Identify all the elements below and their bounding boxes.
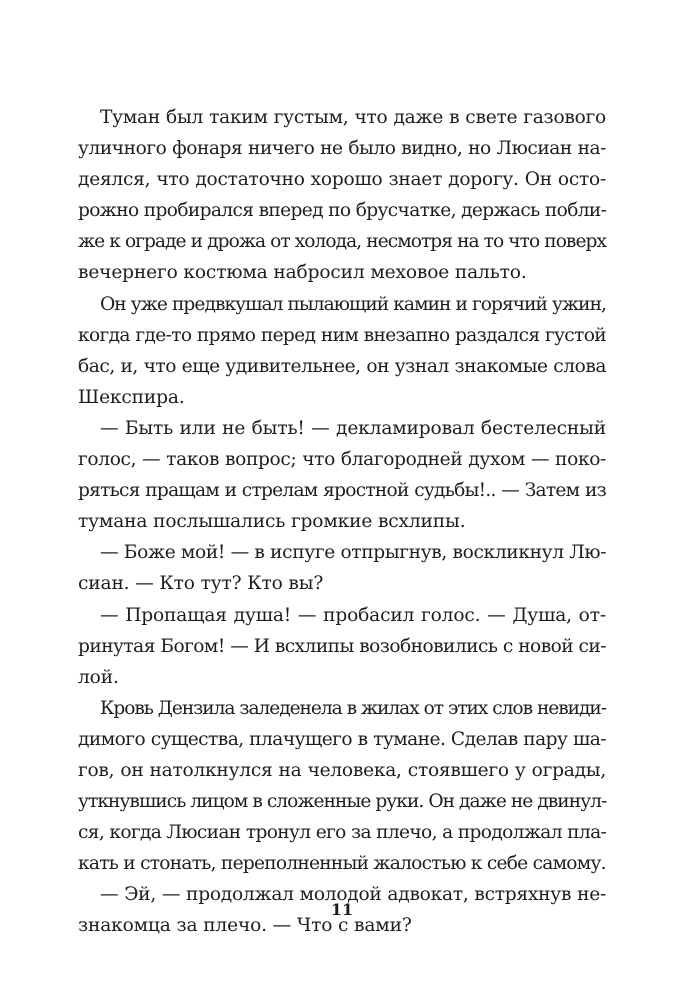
- page-number: 11: [330, 900, 354, 919]
- text-line: — Быть или не быть! — декламировал бестелесный: [100, 417, 606, 439]
- text-line: когда где-то прямо перед ним внезапно раздался густой: [78, 324, 606, 346]
- text-line: — Боже мой! — в испуге отпрыгнув, воскликнул Лю-: [100, 542, 607, 564]
- text-line: бас, и, что еще удивительнее, он узнал знакомые слова: [78, 355, 606, 377]
- text-line: голос, — таков вопрос; что благородней духом — поко-: [78, 449, 606, 471]
- text-line: Кровь Дензила заледенела в жилах от этих слов невиди-: [100, 697, 606, 719]
- text-line: — Эй, — продолжал молодой адвокат, встряхнув не-: [100, 884, 606, 906]
- text-line: сиан. — Кто тут? Кто вы?: [78, 573, 324, 595]
- text-line: кать и стонать, переполненный жалостью к себе самому.: [78, 853, 606, 875]
- text-line: рожно пробирался вперед по брусчатке, держась побли-: [78, 200, 607, 222]
- text-line: уличного фонаря ничего не было видно, но Люсиан на-: [78, 138, 606, 160]
- text-line: ряться пращам и стрелам яростной судьбы!.. — Затем из: [78, 480, 606, 502]
- text-line: тумана послышались громкие всхлипы.: [78, 511, 466, 533]
- text-line: деялся, что достаточно хорошо знает дорогу. Он осто-: [78, 169, 606, 191]
- text-line: Он уже предвкушал пылающий камин и горячий ужин,: [100, 293, 606, 315]
- text-line: уткнувшись лицом в сложенные руки. Он даже не двинул-: [78, 791, 607, 813]
- text-line: вечернего костюма набросил меховое пальто.: [78, 262, 527, 284]
- text-line: — Пропащая душа! — пробасил голос. — Душа, от-: [100, 604, 606, 626]
- text-line: гов, он натолкнулся на человека, стоявшего у ограды,: [78, 759, 606, 781]
- text-line: лой.: [78, 666, 119, 688]
- text-line: ринутая Богом! — И всхлипы возобновились с новой си-: [78, 635, 606, 657]
- text-line: ся, когда Люсиан тронул его за плечо, а продолжал пла-: [78, 822, 607, 844]
- text-line: же к ограде и дрожа от холода, несмотря на то что поверх: [78, 231, 606, 253]
- body-text: [78, 102, 606, 942]
- text-line: Туман был таким густым, что даже в свете газового: [100, 107, 606, 128]
- text-line: Шекспира.: [78, 386, 185, 408]
- text-line: димого существа, плачущего в тумане. Сделав пару ша-: [78, 728, 606, 750]
- text-line: знакомца за плечо. — Что с вами?: [78, 915, 412, 937]
